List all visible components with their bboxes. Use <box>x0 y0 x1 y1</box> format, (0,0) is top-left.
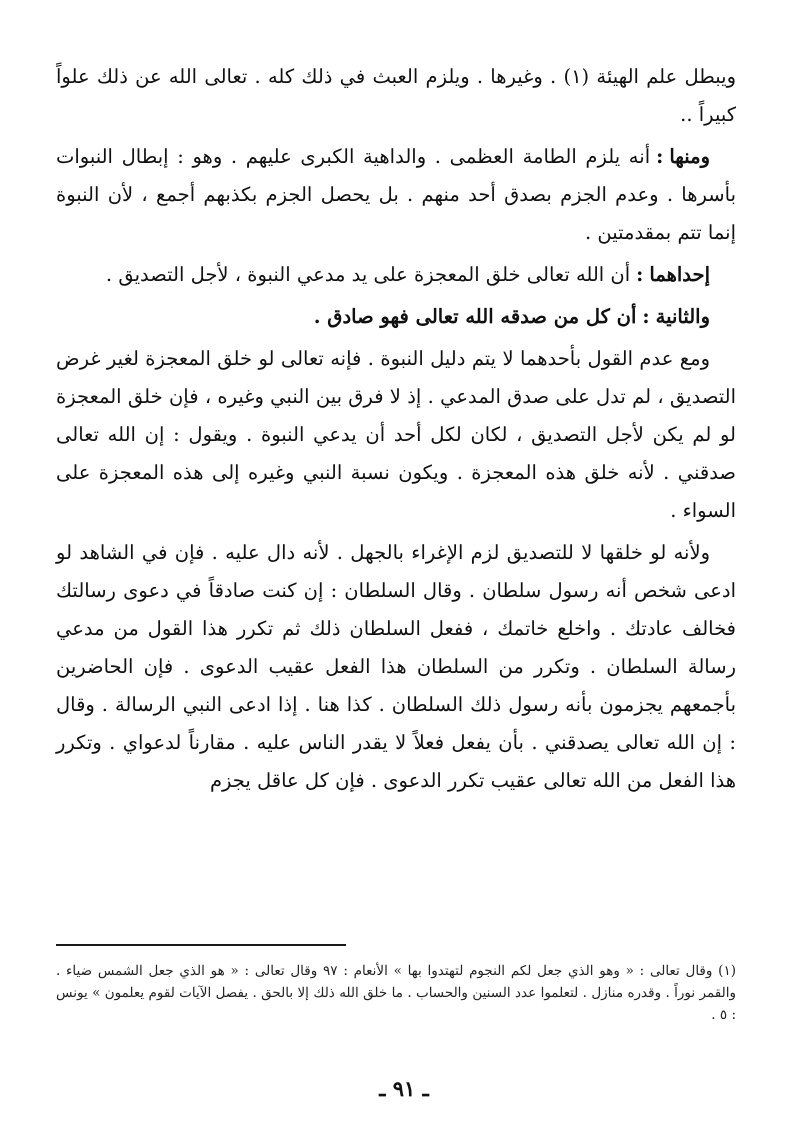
term-label: ومنها <box>669 145 710 168</box>
main-text <box>56 58 736 800</box>
term-label: إحداهما <box>649 263 710 286</box>
paragraph-6: ولأنه لو خلقها لا للتصديق لزم الإغراء بالجهل . لأنه دال عليه . فإن في الشاهد لو ادعى شخص أنه رسول سلطان . وقال السلطان : إن كنت صادقاً في دعوى رسالتك فخالف عادتك . واخلع خاتمك ، ففعل السلطان ذلك ثم تكرر هذا القول من مدعي رسالة السلطان . وتكرر من السلطان هذا الفعل عقيب الدعوى . فإن الحاضرين بأجمعهم يجزمون بأنه رسول ذلك السلطان . كذا هنا . إذا ادعى النبي الرسالة . وقال : إن الله تعالى يصدقني . بأن يفعل فعلاً لا يقدر الناس عليه . مقارناً لدعواي . وتكرر هذا الفعل من الله تعالى عقيب تكرر الدعوى . فإن كل عاقل يجزم <box>56 541 736 792</box>
paragraph-2 <box>56 138 736 252</box>
colon-mark: : <box>656 145 664 168</box>
paragraph-3 <box>56 256 736 294</box>
footnote-divider <box>56 944 346 946</box>
paragraph-5: ومع عدم القول بأحدهما لا يتم دليل النبوة . فإنه تعالى لو خلق المعجزة لغير غرض التصديق ، لم تدل على صدق المدعي . إذ لا فرق بين النبي وغيره ، فإن خلق المعجزة لو لم يكن لأجل التصديق ، لكان لكل أحد أن يدعي النبوة . ويقول : إن الله تعالى صدقني . لأنه خلق هذه المعجزة . ويكون نسبة النبي وغيره إلى هذه المعجزة على السواء . <box>56 347 736 522</box>
paragraph-1: ويبطل علم الهيئة (١) . وغيرها . ويلزم العبث في ذلك كله . تعالى الله عن ذلك علواً كبيراً .. <box>56 65 736 126</box>
term-text: أن كل من صدقه الله تعالى فهو صادق . <box>313 305 637 328</box>
term-label: والثانية <box>655 305 710 328</box>
colon-mark: : <box>636 263 644 286</box>
colon-mark: : <box>642 305 650 328</box>
footnote: (١) وقال تعالى : « وهو الذي جعل لكم النجوم لتهتدوا بها » الأنعام : ٩٧ وقال تعالى : « هو الذي جعل الشمس ضياء . والقمر نوراً . وقدره منازل . لتعلموا عدد السنين والحساب . ما خلق الله ذلك إلا بالحق . يفصل الآيات لقوم يعلمون » يونس : ٥ . <box>56 963 736 1023</box>
paragraph-4 <box>56 298 736 336</box>
page-number: ـ ٩١ ـ <box>379 1076 429 1101</box>
term-text: أنه يلزم الطامة العظمى . والداهية الكبرى عليهم . وهو : إبطال النبوات بأسرها . وعدم الجزم بصدق أحد منهم . بل يحصل الجزم بكذبهم أجمع ، لأن النبوة إنما تتم بمقدمتين . <box>56 145 736 244</box>
term-text: أن الله تعالى خلق المعجزة على يد مدعي النبوة ، لأجل التصديق . <box>105 263 631 286</box>
